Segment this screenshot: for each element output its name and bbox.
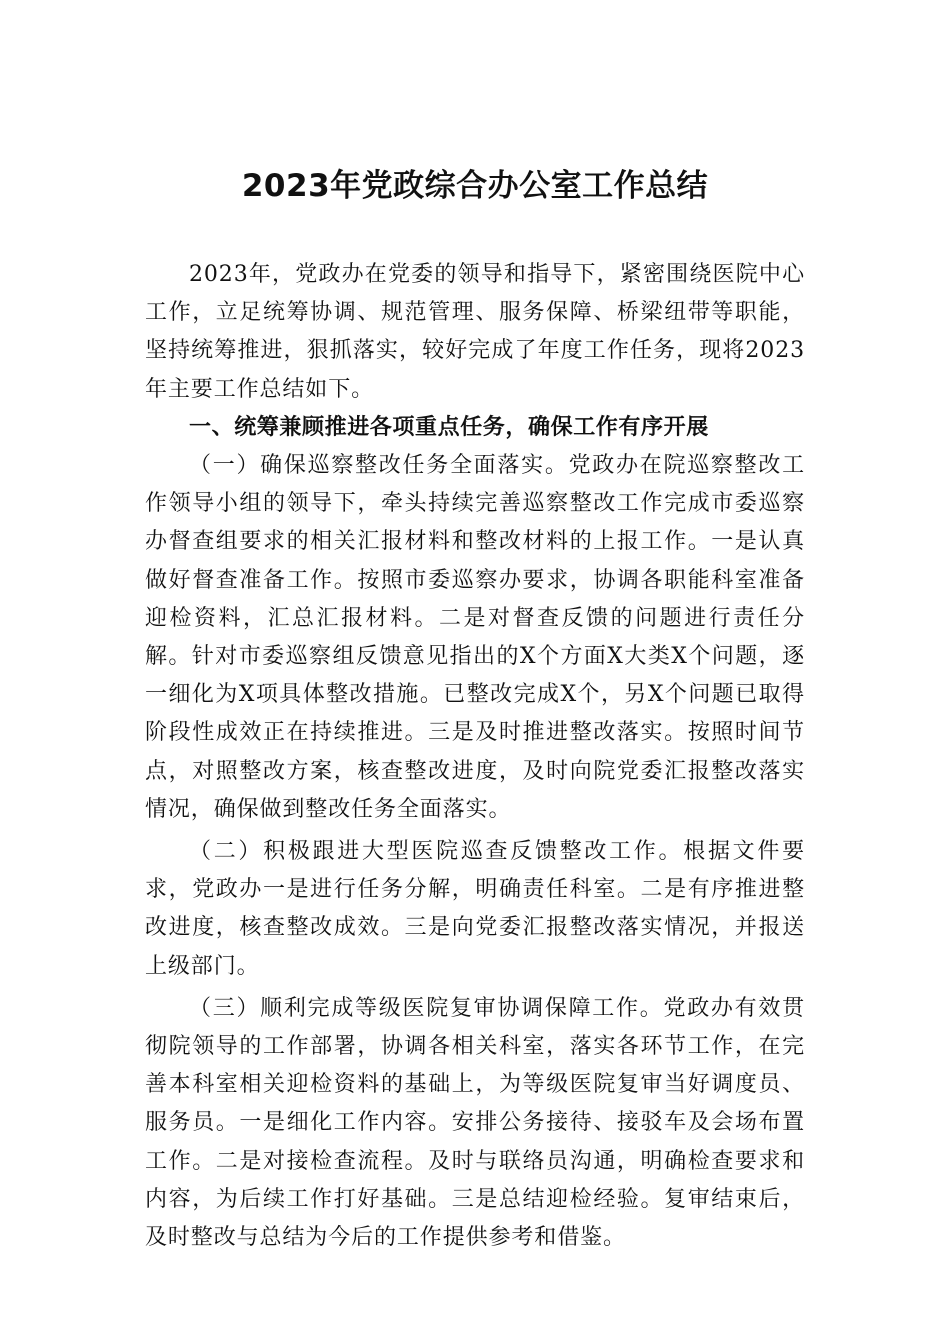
item1-text: 党政办在院巡察整改工作领导小组的领导下，牵头持续完善巡察整改工作完成市委巡察办督查组要求的相关汇报材料和整改材料的上报工作。一是认真做好督查准备工作。按照市委巡察办要求，协调各职能科室准备迎检资料，汇总汇报材料。二是对督查反馈的问题进行责任分解。针对市委巡察组反馈意见指出的X个方面X大类X个问题，逐一细化为X项具体整改措施。已整改完成X个，另X个问题已取得阶段性成效正在持续推进。三是及时推进整改落实。按照时间节点，对照整改方案，核查整改进度，及时向院党委汇报整改落实情况，确保做到整改任务全面落实。 [145,453,805,822]
document-body [145,256,805,1257]
item1-lead: （一）确保巡察整改任务全面落实。 [189,453,569,479]
document-title: 2023年党政综合办公室工作总结 [241,168,709,204]
item2-lead: （二）积极跟进大型医院巡查反馈整改工作。 [189,839,684,865]
item2-text: 根据文件要求，党政办一是进行任务分解，明确责任科室。二是有序推进整改进度，核查整改成效。三是向党委汇报整改落实情况，并报送上级部门。 [145,839,805,979]
item2-paragraph [145,833,805,986]
item3-paragraph [145,990,805,1257]
section-heading: 一、统筹兼顾推进各项重点任务，确保工作有序开展 [189,414,709,440]
item3-text: 党政办有效贯彻院领导的工作部署，协调各相关科室，落实各环节工作，在完善本科室相关迎检资料的基础上，为等级医院复审当好调度员、服务员。一是细化工作内容。安排公务接待、接驳车及会场布置工作。二是对接检查流程。及时与联络员沟通，明确检查要求和内容，为后续工作打好基础。三是总结迎检经验。复审结束后，及时整改与总结为今后的工作提供参考和借鉴。 [145,995,805,1251]
item1-paragraph [145,447,805,829]
item3-lead: （三）顺利完成等级医院复审协调保障工作。 [189,995,664,1021]
intro-paragraph: 2023年，党政办在党委的领导和指导下，紧密围绕医院中心工作，立足统筹协调、规范管理、服务保障、桥梁纽带等职能，坚持统筹推进，狠抓落实，较好完成了年度工作任务，现将2023年主要工作总结如下。 [145,262,805,402]
